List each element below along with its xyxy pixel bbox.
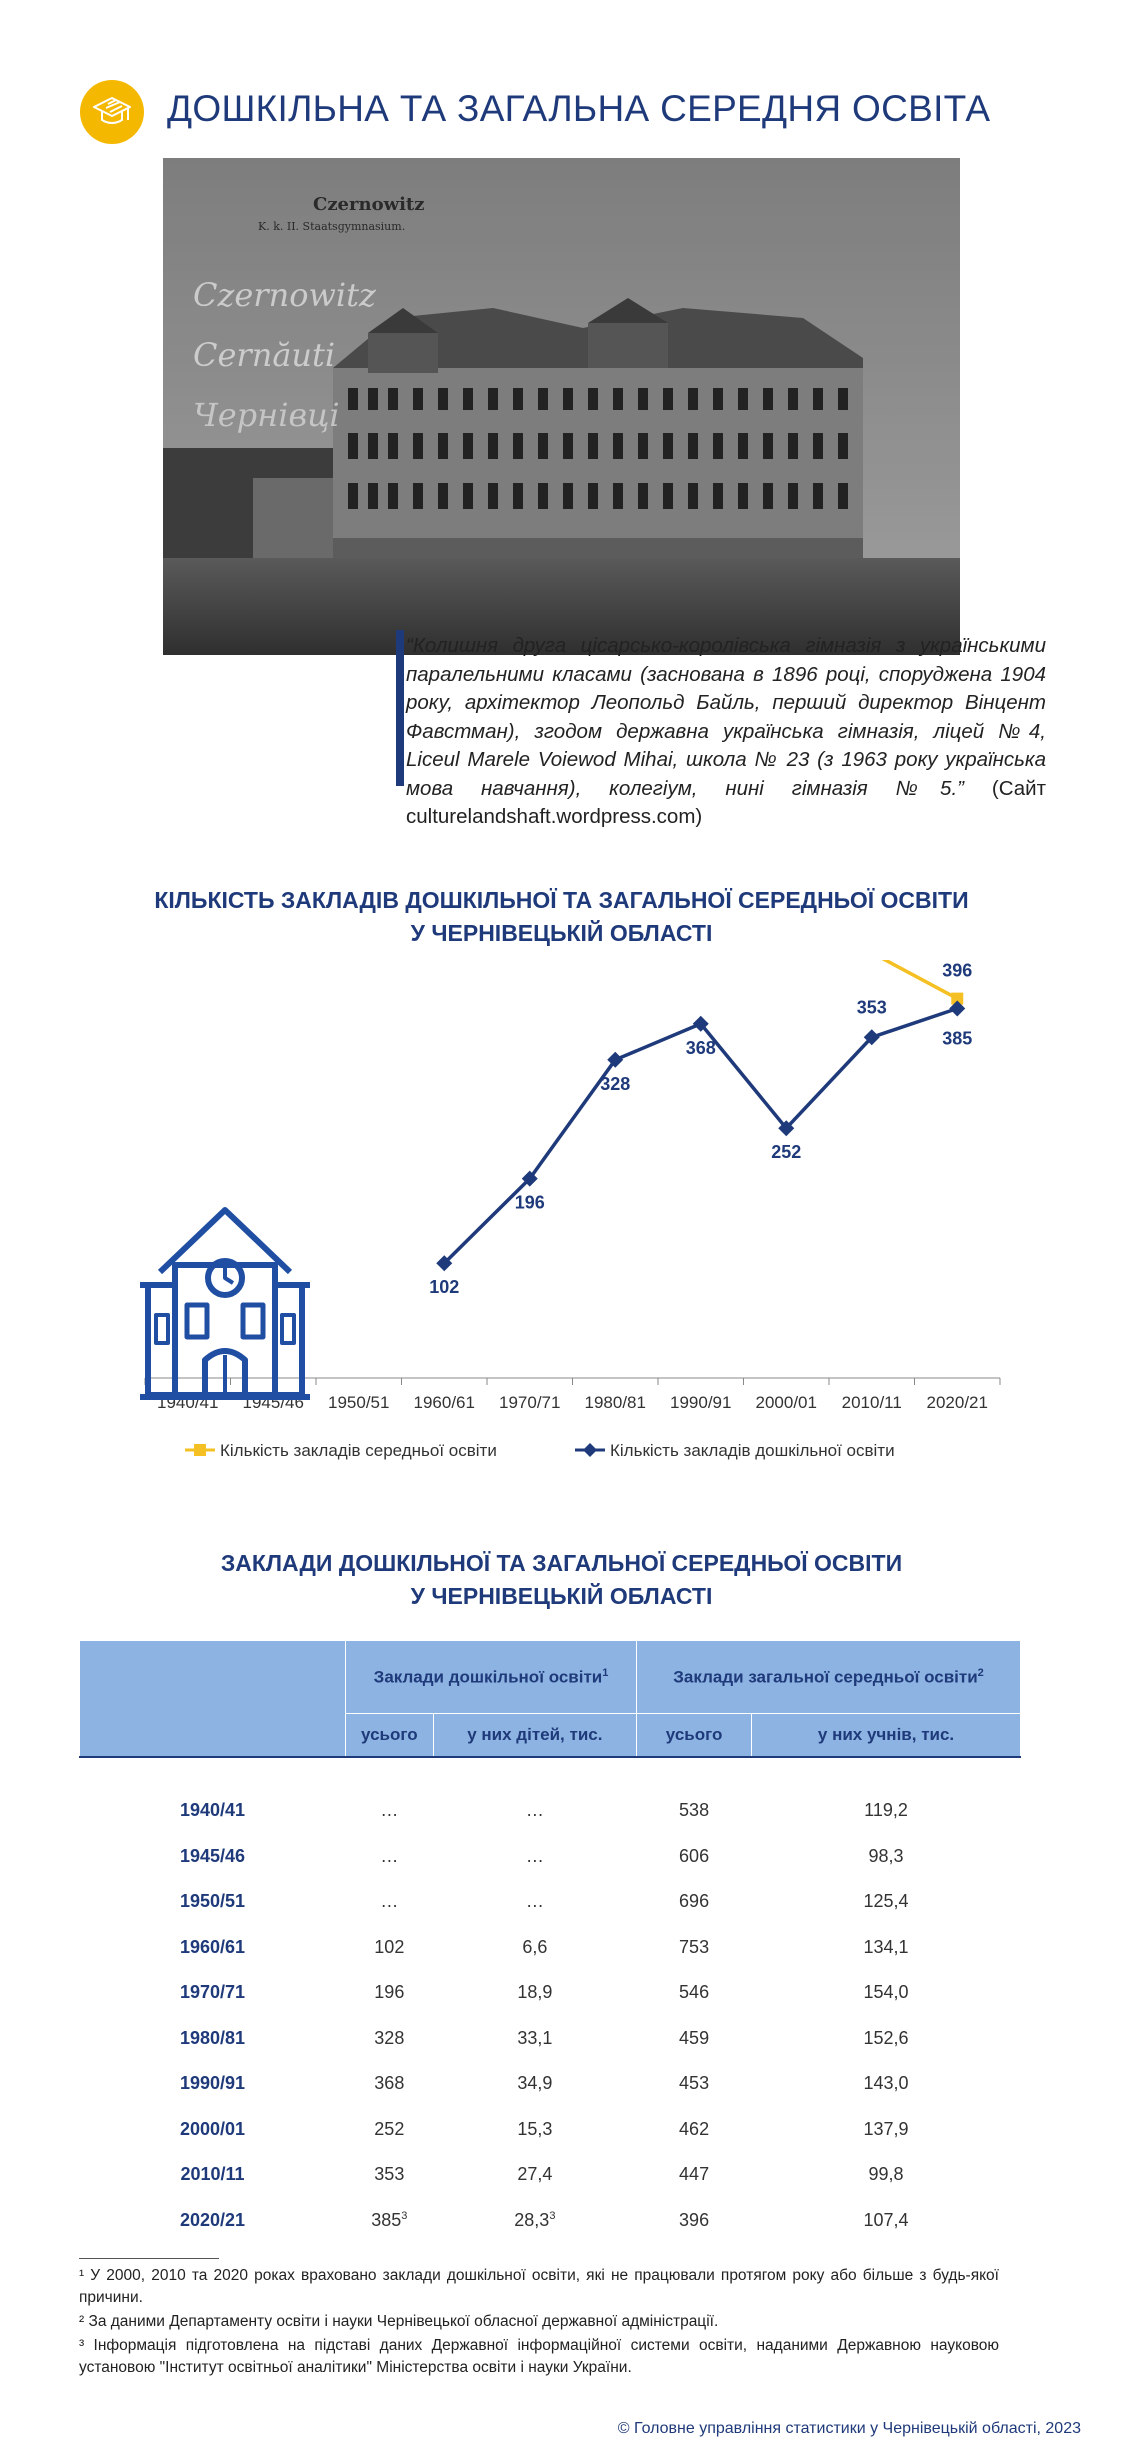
table-row [80, 1879, 1021, 1925]
table-title-line2: У ЧЕРНІВЕЦЬКІЙ ОБЛАСТІ [410, 1583, 713, 1609]
historic-gymnasium-photo [163, 158, 960, 655]
page-title: ДОШКІЛЬНА ТА ЗАГАЛЬНА СЕРЕДНЯ ОСВІТА [167, 88, 991, 129]
cell-preschool-total: … [380, 1845, 399, 1866]
header-secondary: Заклади загальної середньої освіти$^2$ [637, 1641, 1021, 1714]
cell-children: 15,3 [517, 2118, 553, 2139]
cell-preschool-total: $385^3$ [371, 2209, 408, 2230]
table-row [80, 2198, 1021, 2244]
footnote-3: ³ Інформація підготовлена на підставі даних Державної інформаційної системи освіти, наданими Державною науковою установою "Інститут освітньої аналітики" Міністерства освіти і науки України. [79, 2337, 999, 2376]
data-label: 368 [685, 1037, 716, 1058]
data-label: 102 [429, 1277, 460, 1298]
chart-title [0, 884, 1123, 950]
cell-preschool-total: 196 [374, 1982, 405, 2003]
table-row [80, 2107, 1021, 2153]
row-year: 1970/71 [179, 1982, 246, 2003]
cell-secondary-total: 538 [679, 1800, 710, 1821]
cell-pupils: 119,2 [864, 1800, 908, 1821]
quote-source: (Сайт culturelandshaft.wordpress.com) [406, 776, 1046, 828]
cell-children: 27,4 [517, 2164, 553, 2185]
table-row [80, 2061, 1021, 2107]
table-row [80, 2152, 1021, 2198]
x-tick-label: 1950/51 [328, 1393, 390, 1412]
legend-marker-secondary [194, 1444, 206, 1456]
cell-preschool-total: … [380, 1800, 399, 1821]
cell-children: … [525, 1845, 544, 1866]
cell-preschool-total: 353 [374, 2164, 405, 2185]
cell-pupils: 99,8 [868, 2164, 904, 2185]
cell-preschool-total: 368 [374, 2073, 405, 2094]
cell-children: 28,3$^3$ [514, 2209, 556, 2230]
row-year: 2000/01 [179, 2118, 246, 2139]
school-building-icon [140, 1210, 310, 1397]
col-header-secondary-total: усього [637, 1714, 752, 1758]
cell-pupils: 154,0 [863, 1982, 909, 2003]
data-label: 353 [856, 997, 887, 1018]
cell-pupils: 137,9 [863, 2118, 909, 2139]
cell-preschool-total: 328 [374, 2027, 405, 2048]
legend-marker-preschool [583, 1443, 597, 1457]
chart-title-line2: У ЧЕРНІВЕЦЬКІЙ ОБЛАСТІ [410, 920, 713, 946]
data-label: 328 [600, 1073, 631, 1094]
cell-children: 6,6 [522, 1936, 548, 1957]
cell-children: 18,9 [517, 1982, 553, 2003]
x-tick-label: 1970/71 [499, 1393, 561, 1412]
cell-pupils: 125,4 [863, 1891, 909, 1912]
cell-children: … [525, 1800, 544, 1821]
header-preschool: Заклади дошкільної освіти$^1$ [346, 1641, 637, 1714]
series-line-1 [188, 960, 958, 999]
photo-caption-top: Czernowitz [313, 194, 425, 215]
quote-accent-bar [396, 630, 404, 786]
cell-secondary-total: 459 [679, 2027, 710, 2048]
x-tick-label: 1945/46 [242, 1393, 304, 1412]
x-tick-label: 2010/11 [841, 1393, 902, 1412]
photo-overlay-3: Чернівці [193, 396, 340, 434]
cell-secondary-total: 546 [679, 1982, 710, 2003]
row-year: 1980/81 [179, 2027, 246, 2048]
footnote-1: ¹ У 2000, 2010 та 2020 роках враховано заклади дошкільної освіти, які не працювали протягом року або більше з будь-якої причини. [79, 2267, 999, 2306]
footnote-2: ² За даними Департаменту освіти і науки Чернівецької обласної державної адміністрації. [79, 2313, 719, 2330]
quote-text [406, 632, 1046, 832]
chart-title-line1: КІЛЬКІСТЬ ЗАКЛАДІВ ДОШКІЛЬНОЇ ТА ЗАГАЛЬНОЇ СЕРЕДНЬОЇ ОСВІТИ [154, 887, 969, 913]
row-year: 1940/41 [179, 1800, 246, 1821]
x-tick-label: 1980/81 [584, 1393, 646, 1412]
cell-children: 33,1 [517, 2027, 553, 2048]
x-tick-label: 1990/91 [670, 1393, 732, 1412]
x-tick-label: 1940/41 [157, 1393, 219, 1412]
row-year: 1950/51 [179, 1891, 246, 1912]
cell-secondary-total: 447 [679, 2164, 710, 2185]
photo-overlay-2: Cernăuti [193, 336, 336, 374]
cell-secondary-total: 396 [679, 2209, 710, 2230]
table-row [80, 1970, 1021, 2016]
table-row [80, 2016, 1021, 2062]
row-year: 2010/11 [180, 2164, 245, 2185]
cell-pupils: 98,3 [868, 1845, 904, 1866]
cell-pupils: 107,4 [863, 2209, 909, 2230]
cell-pupils: 134,1 [863, 1936, 909, 1957]
table-corner-cell [80, 1641, 346, 1758]
cell-preschool-total: … [380, 1891, 399, 1912]
photo-overlay-1: Czernowitz [193, 276, 376, 314]
quote-body: “Колишня друга цісарсько-королівська гімназія з українськими паралельними класами (заснована в 1896 році, споруджена 1904 року, архітектор Леопольд Байль, перший директор Вінцент Фавстман), згодом державна українська гімназія, ліцей №4, Liceul Marele Voiewod Mihai, школа № 23 (з 1963 року українська мова навчання), колегіум, нині гімназія №5.” [406, 634, 1046, 800]
statistics-table [79, 1640, 1021, 2243]
cell-pupils: 152,6 [863, 2027, 909, 2048]
data-label: 396 [942, 960, 973, 981]
cell-children: … [525, 1891, 544, 1912]
row-year: 2020/21 [179, 2209, 246, 2230]
copyright: © Головне управління статистики у Чернівецькій області, 2023 [617, 2420, 1081, 2437]
table-title-line1: ЗАКЛАДИ ДОШКІЛЬНОЇ ТА ЗАГАЛЬНОЇ СЕРЕДНЬОЇ ОСВІТИ [220, 1550, 903, 1576]
col-header-pupils: у них учнів, тис. [752, 1714, 1021, 1758]
data-label: 252 [771, 1142, 802, 1163]
cell-children: 34,9 [517, 2073, 553, 2094]
table-row [80, 1925, 1021, 1971]
data-label: 385 [942, 1028, 973, 1049]
cell-secondary-total: 606 [679, 1845, 710, 1866]
row-year: 1945/46 [179, 1845, 246, 1866]
legend-label-preschool: Кількість закладів дошкільної освіти [610, 1441, 895, 1460]
table-row [80, 1788, 1021, 1834]
cell-preschool-total: 252 [374, 2118, 405, 2139]
cell-secondary-total: 462 [679, 2118, 710, 2139]
cell-secondary-total: 453 [679, 2073, 710, 2094]
line-chart [0, 960, 1123, 1480]
cell-pupils: 143,0 [863, 2073, 909, 2094]
table-title [0, 1547, 1123, 1613]
data-label: 196 [514, 1192, 545, 1213]
cell-secondary-total: 753 [679, 1936, 710, 1957]
cell-secondary-total: 696 [679, 1891, 710, 1912]
col-header-children: у них дітей, тис. [433, 1714, 636, 1758]
x-tick-label: 1960/61 [413, 1393, 475, 1412]
legend-label-secondary: Кількість закладів середньої освіти [220, 1441, 497, 1460]
graduation-cap-icon [80, 80, 144, 144]
row-year: 1990/91 [179, 2073, 246, 2094]
x-tick-label: 2000/01 [755, 1393, 817, 1412]
row-year: 1960/61 [179, 1936, 246, 1957]
col-header-preschool-total: усього [346, 1714, 434, 1758]
photo-caption-sub: K. k. II. Staatsgymnasium. [258, 220, 406, 233]
footnote-divider [79, 2258, 219, 2259]
cell-preschool-total: 102 [374, 1936, 405, 1957]
x-tick-label: 2020/21 [926, 1393, 988, 1412]
table-row [80, 1834, 1021, 1880]
